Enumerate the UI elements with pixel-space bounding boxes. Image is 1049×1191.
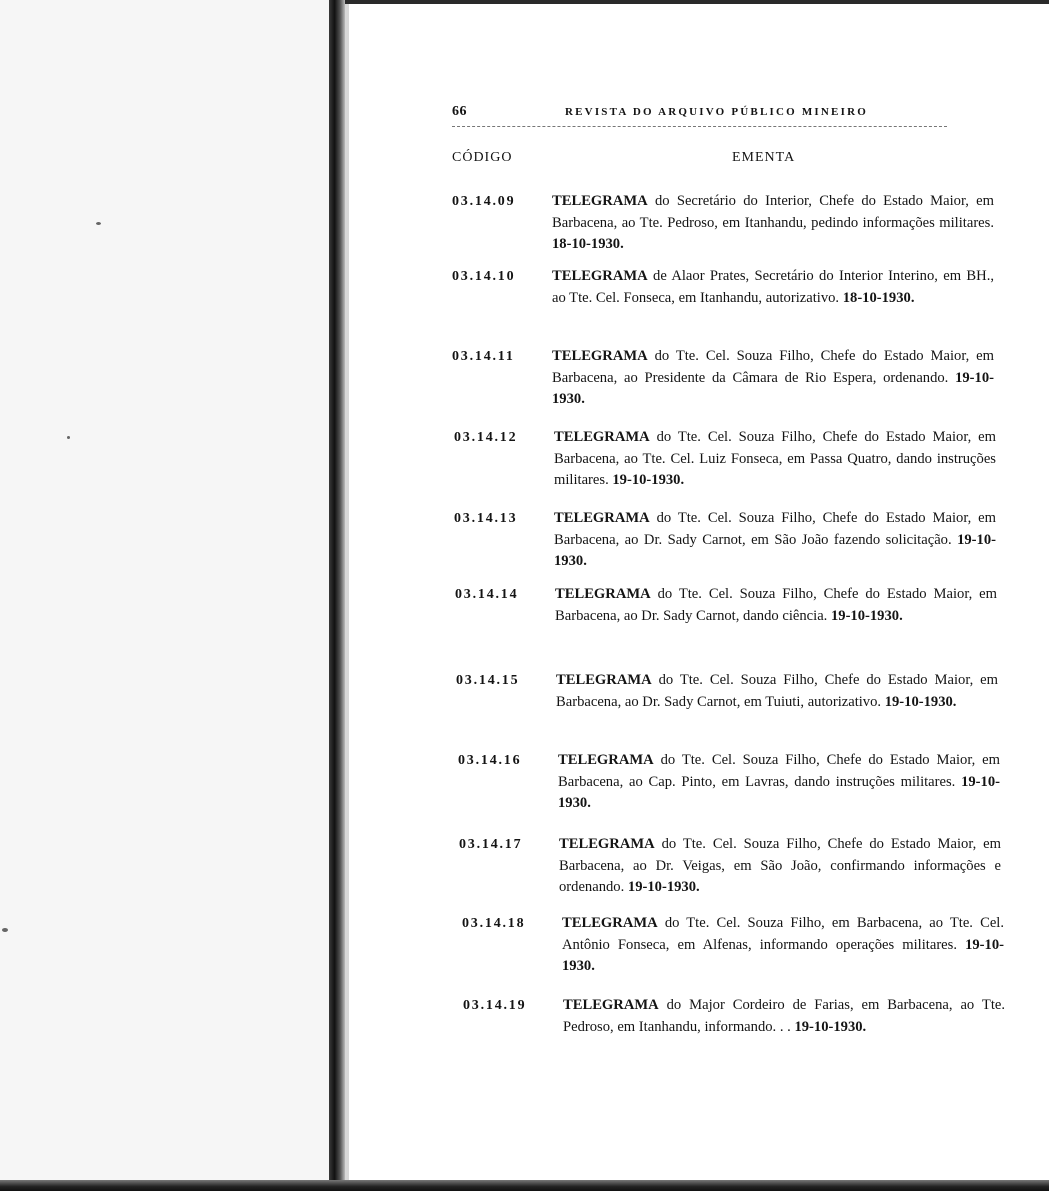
entry-body: do Major Cordeiro de Farias, em Barbacena, ao Tte. Pedroso, em Itanhandu, informando. . . (563, 997, 1005, 1035)
entry-date: 19-10-1930. (884, 693, 957, 710)
page-edge (345, 0, 349, 1191)
entry-summary (554, 427, 996, 492)
entry-date: 19-10-1930. (612, 472, 685, 488)
entry-date: 18-10-1930. (552, 236, 624, 252)
entry-code: 03.14.12 (454, 430, 518, 445)
entry-type: TELEGRAMA (559, 836, 655, 852)
entry-type: TELEGRAMA (552, 348, 648, 364)
entry-summary (555, 584, 997, 627)
entry-body: do Tte. Cel. Souza Filho, Chefe do Estado Maior, em Barbacena, ao Dr. Veigas, em São João, confirmando informações e ordenando. (559, 836, 1001, 895)
column-heading-summary: EMENTA (732, 150, 796, 165)
entry-date: 19-10-1930. (554, 531, 996, 569)
entry-type: TELEGRAMA (552, 193, 648, 209)
entry-type: TELEGRAMA (556, 672, 652, 688)
facing-page-margin (0, 0, 330, 1191)
entry-code: 03.14.17 (459, 837, 523, 852)
entry-code: 03.14.18 (462, 916, 526, 931)
entry-body: do Tte. Cel. Souza Filho, Chefe do Estado Maior, em Barbacena, ao Dr. Sady Carnot, em Tuiuti, autorizativo. (556, 672, 998, 710)
header-rule (452, 126, 947, 127)
entry-type: TELEGRAMA (563, 997, 659, 1013)
entry-date: 18-10-1930. (842, 289, 915, 306)
entry-summary (559, 834, 1001, 899)
entry-type: TELEGRAMA (554, 510, 650, 526)
entry-code: 03.14.09 (452, 194, 516, 209)
entry-date: 19-10-1930. (562, 936, 1004, 974)
entry-date: 19-10-1930. (830, 607, 903, 624)
entry-summary (552, 346, 994, 411)
entry-body: do Tte. Cel. Souza Filho, Chefe do Estado Maior, em Barbacena, ao Tte. Cel. Luiz Fonseca, em Passa Quatro, dando instruções militares. (554, 429, 996, 488)
entry-summary (562, 913, 1004, 978)
entry-body: do Tte. Cel. Souza Filho, Chefe do Estado Maior, em Barbacena, ao Presidente da Câmara de Rio Espera, ordenando. (552, 348, 994, 386)
scan-bottom-edge (0, 1180, 1049, 1191)
scan-speck (67, 436, 70, 439)
entry-type: TELEGRAMA (554, 429, 650, 445)
entry-type: TELEGRAMA (552, 268, 648, 284)
entry-body: de Alaor Prates, Secretário do Interior Interino, em BH., ao Tte. Cel. Fonseca, em Itanhandu, autorizativo. (552, 268, 994, 306)
entry-summary (552, 266, 994, 309)
entry-summary (558, 750, 1000, 815)
scan-top-edge (345, 0, 1049, 4)
entry-code: 03.14.11 (452, 349, 515, 364)
running-title: REVISTA DO ARQUIVO PÚBLICO MINEIRO (565, 106, 868, 118)
scan-speck (96, 222, 101, 225)
column-heading-code: CÓDIGO (452, 150, 513, 165)
entry-code: 03.14.14 (455, 587, 519, 602)
entry-code: 03.14.15 (456, 673, 520, 688)
entry-date: 19-10-1930. (552, 369, 994, 407)
entry-summary (563, 995, 1005, 1038)
entry-body: do Tte. Cel. Souza Filho, Chefe do Estado Maior, em Barbacena, ao Dr. Sady Carnot, dando ciência. (555, 586, 997, 624)
book-spine-shadow (329, 0, 345, 1191)
entry-code: 03.14.16 (458, 753, 522, 768)
entry-type: TELEGRAMA (562, 915, 658, 931)
entry-type: TELEGRAMA (555, 586, 651, 602)
page-number: 66 (452, 104, 467, 119)
entry-summary (556, 670, 998, 713)
entry-body: do Tte. Cel. Souza Filho, Chefe do Estado Maior, em Barbacena, ao Dr. Sady Carnot, em São João fazendo solicitação. (554, 510, 996, 548)
entry-code: 03.14.13 (454, 511, 518, 526)
entry-summary (554, 508, 996, 573)
scan-speck (2, 928, 8, 932)
entry-summary (552, 191, 994, 256)
entry-date: 19-10-1930. (794, 1018, 867, 1035)
entry-code: 03.14.10 (452, 269, 516, 284)
entry-code: 03.14.19 (463, 998, 527, 1013)
entry-type: TELEGRAMA (558, 752, 654, 768)
entry-body: do Tte. Cel. Souza Filho, Chefe do Estado Maior, em Barbacena, ao Cap. Pinto, em Lavras, dando instruções militares. (558, 752, 1000, 790)
entry-body: do Secretário do Interior, Chefe do Estado Maior, em Barbacena, ao Tte. Pedroso, em Itanhandu, pedindo informações militares. (552, 193, 994, 231)
entry-date: 19-10-1930. (627, 879, 700, 895)
entry-date: 19-10-1930. (558, 773, 1000, 811)
entry-body: do Tte. Cel. Souza Filho, em Barbacena, ao Tte. Cel. Antônio Fonseca, em Alfenas, informando operações militares. (562, 915, 1004, 953)
